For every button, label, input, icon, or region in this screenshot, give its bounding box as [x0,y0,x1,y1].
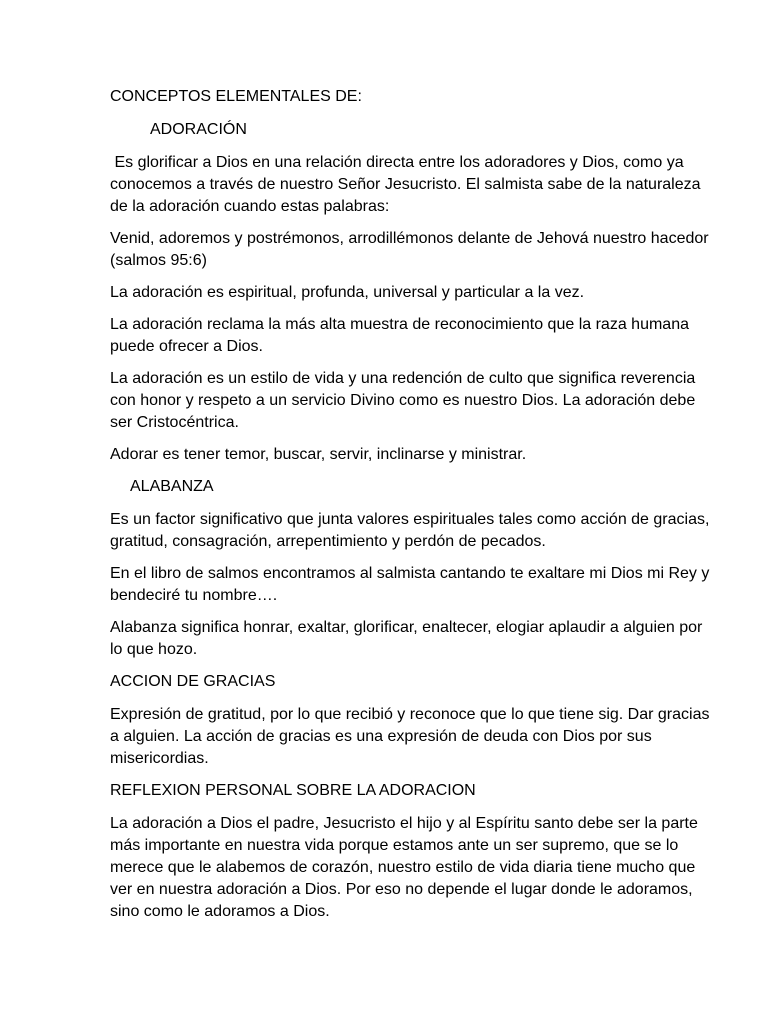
paragraph: La adoración a Dios el padre, Jesucristo el hijo y al Espíritu santo debe ser la parte más importante en nuestra vida porque estamos ante un ser supremo, que se lo merece que le alabemos de corazón, nuestro estilo de vida diaria tiene mucho que ver en nuestra adoración a Dios. Por eso no depende el lugar donde le adoramos, sino como le adoramos a Dios. [110,815,698,920]
paragraph: Expresión de gratitud, por lo que recibió y reconoce que lo que tiene sig. Dar gracias a alguien. La acción de gracias es una expresión de deuda con Dios por sus misericordias. [110,706,710,767]
paragraph: Adorar es tener temor, buscar, servir, inclinarse y ministrar. [110,446,527,463]
section-heading-reflexion: REFLEXION PERSONAL SOBRE LA ADORACION [110,782,476,799]
paragraph: En el libro de salmos encontramos al salmista cantando te exaltare mi Dios mi Rey y bendeciré tu nombre…. [110,565,710,604]
paragraph: La adoración es un estilo de vida y una redención de culto que significa reverencia con honor y respeto a un servicio Divino como es nuestro Dios. La adoración debe ser Cristocéntrica. [110,370,696,431]
paragraph: Es un factor significativo que junta valores espirituales tales como acción de gracias, gratitud, consagración, arrepentimiento y perdón de pecados. [110,511,710,550]
section-heading-accion-de-gracias: ACCION DE GRACIAS [110,673,276,690]
paragraph: Alabanza significa honrar, exaltar, glorificar, enaltecer, elogiar aplaudir a alguien por lo que hozo. [110,619,703,658]
document-title: CONCEPTOS ELEMENTALES DE: [110,88,362,105]
paragraph: Venid, adoremos y postrémonos, arrodillémonos delante de Jehová nuestro hacedor (salmos 95:6) [110,230,709,269]
section-heading-alabanza: ALABANZA [130,478,214,495]
paragraph: La adoración es espiritual, profunda, universal y particular a la vez. [110,284,585,301]
section-heading-adoracion: ADORACIÓN [150,121,247,138]
paragraph: Es glorificar a Dios en una relación directa entre los adoradores y Dios, como ya conocemos a través de nuestro Señor Jesucristo. El salmista sabe de la naturaleza de la adoración cuando estas palabras: [110,154,705,215]
document-content [110,86,710,933]
paragraph: La adoración reclama la más alta muestra de reconocimiento que la raza humana puede ofrecer a Dios. [110,316,689,355]
